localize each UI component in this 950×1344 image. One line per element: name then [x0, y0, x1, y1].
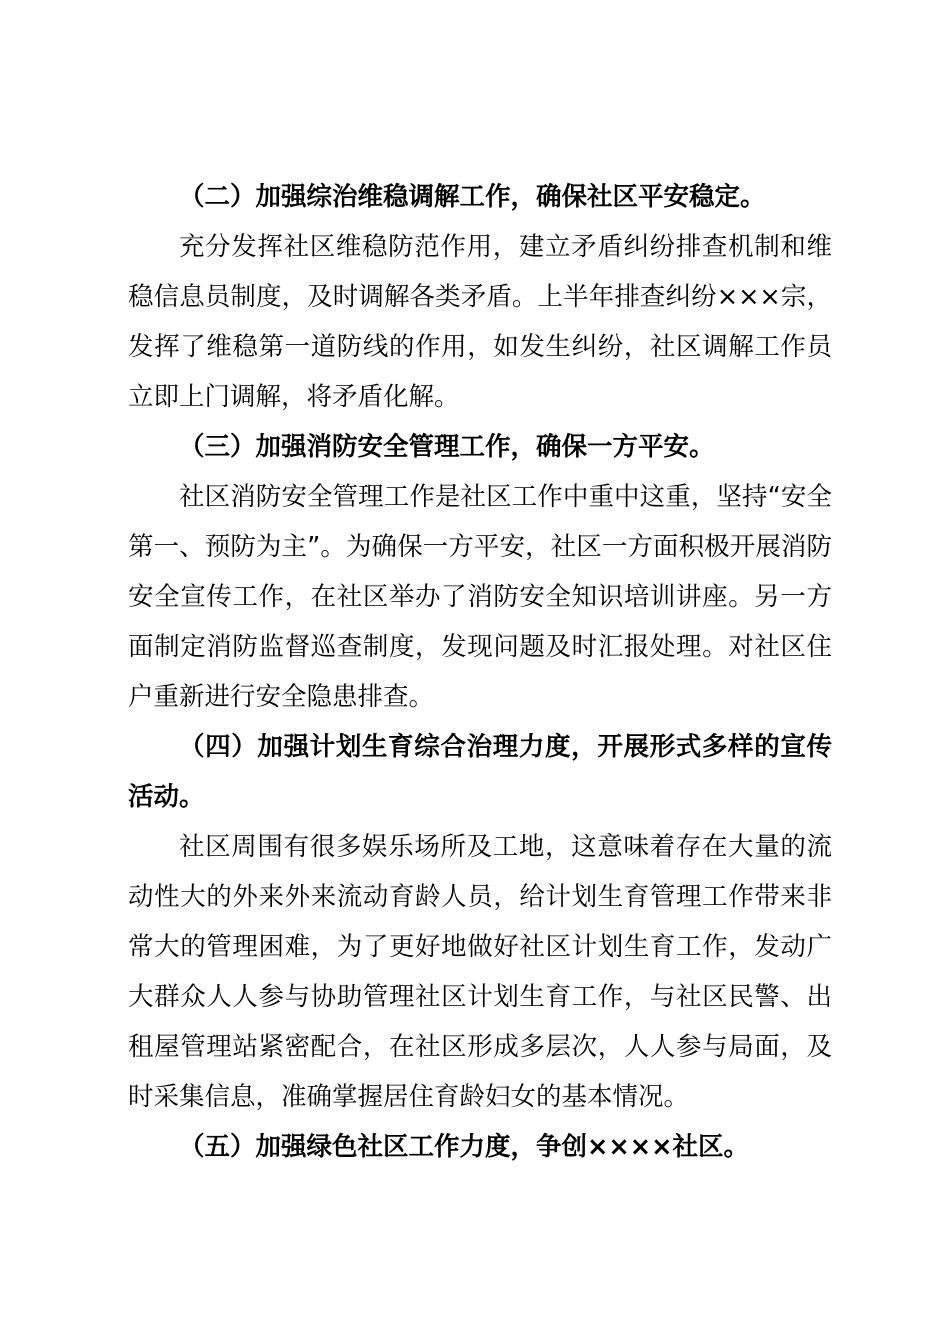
- paragraph-line: 稳信息员制度，及时调解各类矛盾。上半年排查纠纷×××宗，: [128, 282, 832, 312]
- document-body: [128, 172, 832, 1172]
- paragraph-line: 充分发挥社区维稳防范作用，建立矛盾纠纷排查机制和维: [179, 232, 832, 262]
- paragraph-line: 户重新进行安全隐患排查。: [128, 682, 435, 712]
- paragraph-line: 动性大的外来外来流动育龄人员，给计划生育管理工作带来非: [128, 882, 832, 912]
- paragraph-line: 面制定消防监督巡查制度，发现问题及时汇报处理。对社区住: [128, 632, 832, 662]
- paragraph-line: 安全宣传工作，在社区举办了消防安全知识培训讲座。另一方: [128, 582, 832, 612]
- section-heading-4-continued: 活动。: [128, 782, 205, 812]
- paragraph-line: 发挥了维稳第一道防线的作用，如发生纠纷，社区调解工作员: [128, 332, 832, 362]
- paragraph-line: 大群众人人参与协助管理社区计划生育工作，与社区民警、出: [128, 982, 832, 1012]
- paragraph-line: 立即上门调解，将矛盾化解。: [128, 382, 460, 412]
- paragraph-line: 常大的管理困难，为了更好地做好社区计划生育工作，发动广: [128, 932, 832, 962]
- paragraph-line: 时采集信息，准确掌握居住育龄妇女的基本情况。: [128, 1082, 690, 1112]
- section-heading-3: （三）加强消防安全管理工作，确保一方平安。: [179, 432, 715, 462]
- section-heading-4: （四）加强计划生育综合治理力度，开展形式多样的宣传: [179, 732, 832, 762]
- paragraph-line: 租屋管理站紧密配合，在社区形成多层次，人人参与局面，及: [128, 1032, 832, 1062]
- paragraph-line: 社区周围有很多娱乐场所及工地，这意味着存在大量的流: [179, 832, 832, 862]
- section-heading-5: （五）加强绿色社区工作力度，争创××××社区。: [179, 1132, 749, 1162]
- paragraph-line: 第一、预防为主”。为确保一方平安，社区一方面积极开展消防: [128, 532, 832, 562]
- section-heading-2: （二）加强综治维稳调解工作，确保社区平安稳定。: [179, 182, 766, 212]
- paragraph-line: 社区消防安全管理工作是社区工作中重中这重，坚持“安全: [179, 482, 832, 512]
